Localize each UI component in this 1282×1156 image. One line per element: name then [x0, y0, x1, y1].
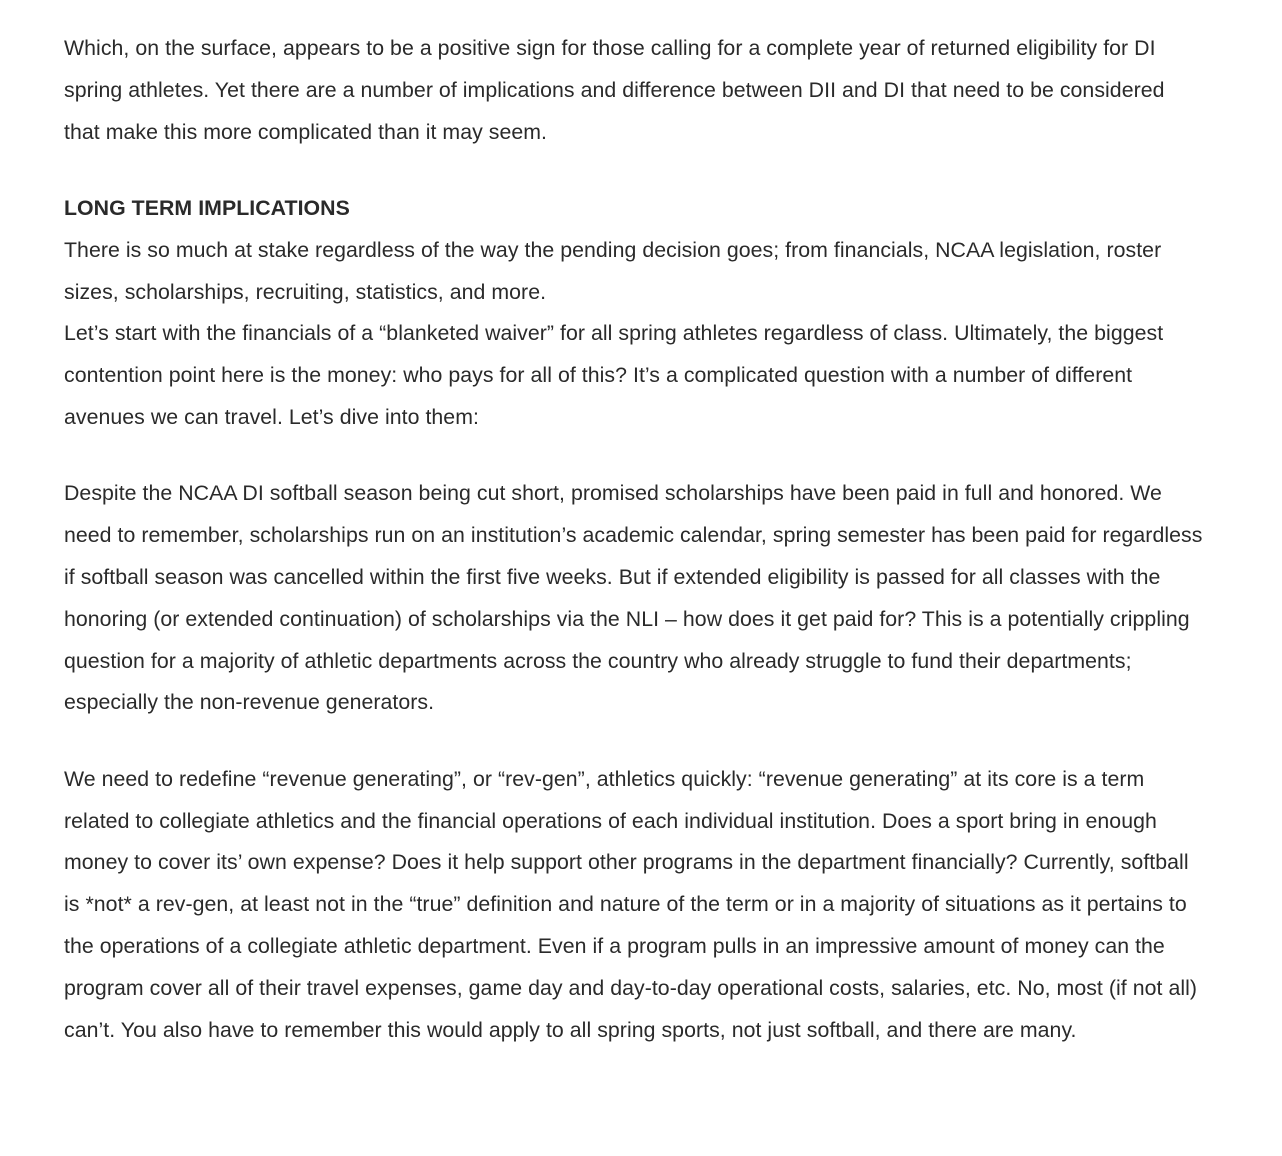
revenue-generating-paragraph: We need to redefine “revenue generating”, or “rev-gen”, athletics quickly: “revenue generating” at its core is a term related to collegiate athletics and the financial operations of each individual institution. Does a sport bring in enough money to cover its’ own expense? Does it help support other programs in the department financially? Currently, softball is *not* a rev-gen, at least not in the “true” definition and nature of the term or in a majority of situations as it pertains to the operations of a collegiate athletic department. Even if a program pulls in an impressive amount of money can the program cover all of their travel expenses, game day and day-to-day operational costs, salaries, etc. No, most (if not all) can’t. You also have to remember this would apply to all spring sports, not just softball, and there are many. [64, 766, 1198, 1042]
section-long-term-implications [64, 188, 1204, 313]
section-heading: LONG TERM IMPLICATIONS [64, 195, 350, 220]
section-intro-paragraph: There is so much at stake regardless of the way the pending decision goes; from financials, NCAA legislation, roster sizes, scholarships, recruiting, statistics, and more. [64, 237, 1162, 304]
intro-paragraph: Which, on the surface, appears to be a positive sign for those calling for a complete year of returned eligibility for DI spring athletes. Yet there are a number of implications and difference between DII and DI that need to be considered that make this more complicated than it may seem. [64, 36, 1165, 144]
scholarships-paragraph: Despite the NCAA DI softball season being cut short, promised scholarships have been paid in full and honored. We need to remember, scholarships run on an institution’s academic calendar, spring semester has been paid for regardless if softball season was cancelled within the first five weeks. But if extended eligibility is passed for all classes with the honoring (or extended continuation) of scholarships via the NLI – how does it get paid for? This is a potentially crippling question for a majority of athletic departments across the country who already struggle to fund their departments; especially the non-revenue generators. [64, 481, 1203, 715]
article-body [64, 28, 1204, 1051]
financials-paragraph: Let’s start with the financials of a “blanketed waiver” for all spring athletes regardless of class. Ultimately, the biggest contention point here is the money: who pays for all of this? It’s a complicated question with a number of different avenues we can travel. Let’s dive into them: [64, 321, 1164, 429]
